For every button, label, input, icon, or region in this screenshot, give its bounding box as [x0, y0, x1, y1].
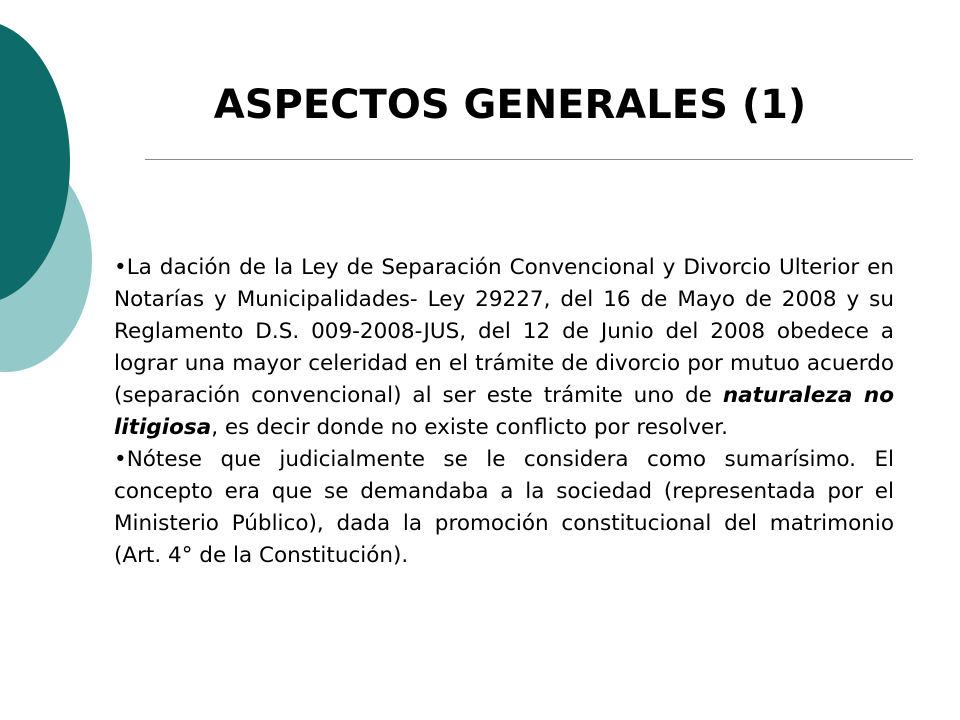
- bullet-paragraph-1: [114, 252, 894, 444]
- decorative-teal-circles: [0, 0, 110, 400]
- bullet-marker: •: [114, 447, 127, 472]
- paragraph-2-text: Nótese que judicialmente se le considera como sumarísimo. El concepto era que se demandaba a la sociedad (representada por el Ministerio Público), dada la promoción constitucional del matrimonio (Art. 4° de la Constitución).: [114, 447, 894, 568]
- paragraph-1-text: La dación de la Ley de Separación Convencional y Divorcio Ulterior en Notarías y Municipalidades- Ley 29227, del 16 de Mayo de 2008 y su Reglamento D.S. 009-2008-JUS, del 12 de Junio del 2008 obedece a lograr una mayor celeridad en el trámite de divorcio por mutuo acuerdo (separación convencional) al ser este trámite uno de: [114, 255, 894, 408]
- slide-body: [114, 252, 894, 572]
- paragraph-1-tail: , es decir donde no existe conflicto por resolver.: [211, 415, 728, 440]
- title-divider: [145, 159, 913, 160]
- bullet-paragraph-2: [114, 444, 894, 572]
- emphasized-term: naturaleza no litigiosa: [114, 383, 894, 440]
- slide-title: ASPECTOS GENERALES (1): [213, 82, 807, 128]
- bullet-marker: •: [114, 255, 127, 280]
